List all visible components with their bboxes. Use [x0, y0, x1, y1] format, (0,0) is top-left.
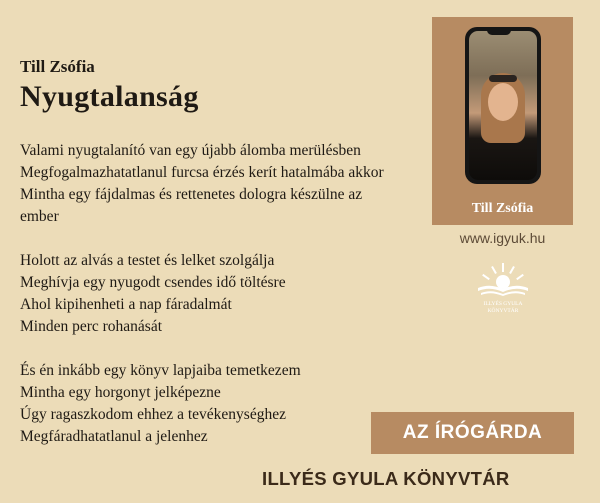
stanza-3 — [20, 360, 425, 448]
poem-line: Úgy ragaszkodom ehhez a tevékenységhez — [20, 406, 286, 423]
logo-text-line-2: KÖNYVTÁR — [487, 308, 519, 314]
library-logo — [472, 258, 534, 318]
poem-line: Holott az alvás a testet és lelket szolgálja — [20, 252, 275, 269]
poem-line: Ahol kipihenheti a nap fáradalmát — [20, 296, 232, 313]
irogarda-button[interactable]: AZ ÍRÓGÁRDA — [371, 412, 574, 454]
poem-line: Megfáradhatatlanul a jelenhez — [20, 428, 208, 445]
card-author-name: Till Zsófia — [471, 201, 534, 216]
library-name: ILLYÉS GYULA KÖNYVTÁR — [262, 468, 510, 489]
poem-title: Nyugtalanság — [20, 80, 199, 113]
author-name: Till Zsófia — [20, 57, 95, 76]
logo-text-line-1: ILLYÉS GYULA — [483, 301, 523, 307]
poem-line: Minden perc rohanását — [20, 318, 163, 335]
poem-line: Valami nyugtalanító van egy újabb álomba merülésben — [20, 142, 361, 159]
stanza-2 — [20, 250, 425, 338]
poem-line: Mintha egy fájdalmas és rettenetes dologra készülne az — [20, 186, 363, 203]
website-link[interactable]: www.igyuk.hu — [459, 230, 546, 246]
phone-photo — [465, 27, 541, 184]
poem-body — [20, 140, 425, 470]
poem-line: És én inkább egy könyv lapjaiba temetkezem — [20, 362, 301, 379]
stanza-1 — [20, 140, 425, 228]
poem-line: ember — [20, 208, 59, 225]
poem-line: Meghívja egy nyugodt csendes idő töltésre — [20, 274, 286, 291]
poem-line: Mintha egy horgonyt jelképezne — [20, 384, 221, 401]
poem-line: Megfogalmazhatatlanul furcsa érzés kerít hatalmába akkor — [20, 164, 384, 181]
author-photo — [469, 31, 537, 180]
author-card — [432, 17, 573, 225]
